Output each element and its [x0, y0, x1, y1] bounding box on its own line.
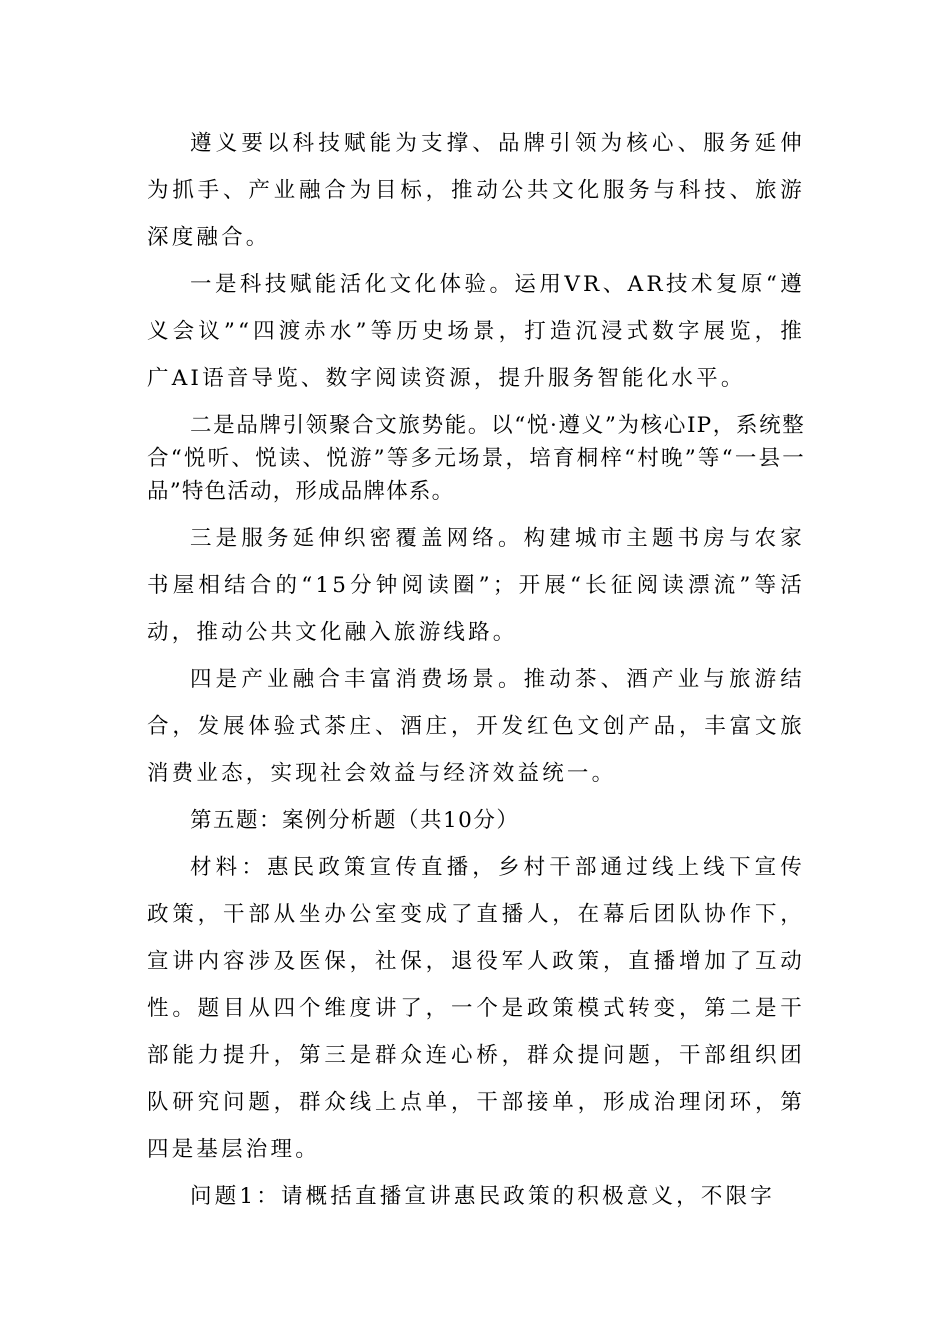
point-three-paragraph: 三是服务延伸织密覆盖网络。构建城市主题书房与农家书屋相结合的“15分钟阅读圈”；开展“长征阅读漂流”等活动，推动公共文化融入旅游线路。: [147, 526, 805, 645]
document-page: [147, 120, 805, 1220]
point-two-paragraph: 二是品牌引领聚合文旅势能。以“悦·遵义”为核心IP，系统整合“悦听、悦读、悦游”等多元场景，培育桐梓“村晚”等“一县一品”特色活动，形成品牌体系。: [147, 413, 805, 504]
point-one-paragraph: 一是科技赋能活化文化体验。运用VR、AR技术复原“遵义会议”“四渡赤水”等历史场景，打造沉浸式数字展览，推广AI语音导览、数字阅读资源，提升服务智能化水平。: [147, 272, 805, 391]
case-material-paragraph: 材料：惠民政策宣传直播，乡村干部通过线上线下宣传政策，干部从坐办公室变成了直播人，在幕后团队协作下，宣讲内容涉及医保，社保，退役军人政策，直播增加了互动性。题目从四个维度讲了，一个是政策模式转变，第二是干部能力提升，第三是群众连心桥，群众提问题，干部组织团队研究问题，群众线上点单，干部接单，形成治理闭环，第四是基层治理。: [147, 855, 805, 1162]
question-one-paragraph: 问题1：请概括直播宣讲惠民政策的积极意义，不限字: [190, 1184, 775, 1209]
question-five-heading: 第五题：案例分析题（共10分）: [190, 808, 520, 833]
point-four-paragraph: 四是产业融合丰富消费场景。推动茶、酒产业与旅游结合，发展体验式茶庄、酒庄，开发红色文创产品，丰富文旅消费业态，实现社会效益与经济效益统一。: [147, 667, 805, 786]
intro-paragraph: 遵义要以科技赋能为支撑、品牌引领为核心、服务延伸为抓手、产业融合为目标，推动公共文化服务与科技、旅游深度融合。: [147, 131, 805, 250]
